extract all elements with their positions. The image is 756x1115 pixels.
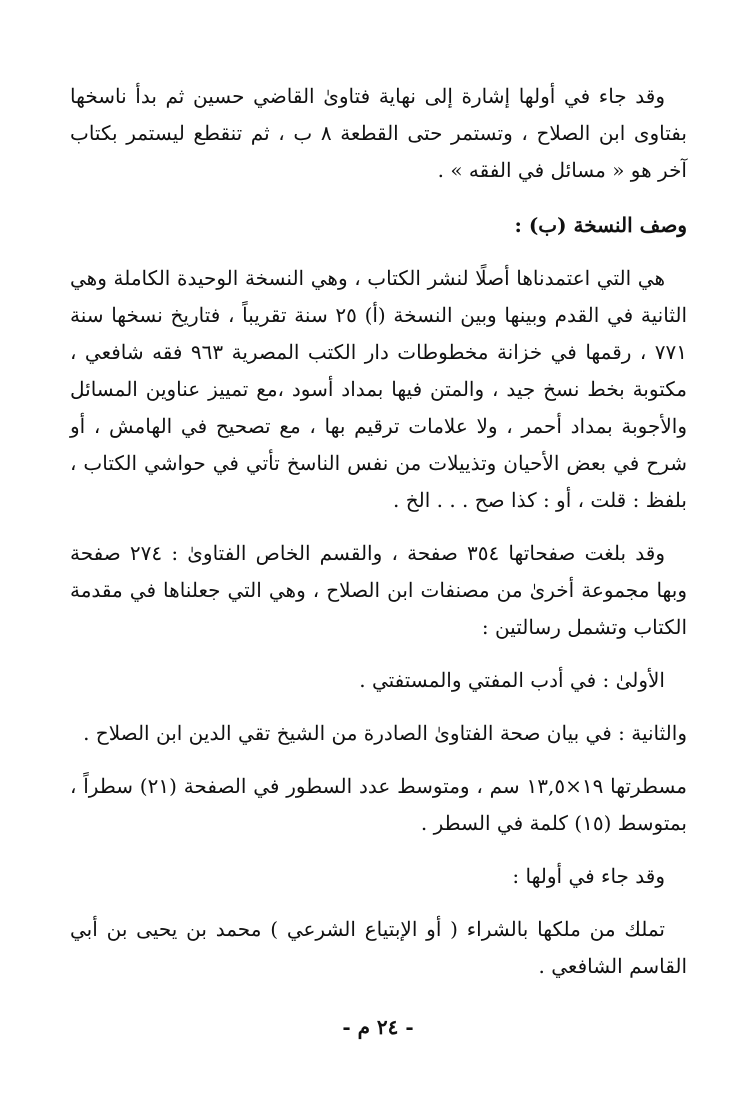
document-page [70, 78, 687, 1001]
paragraph-dimensions: مسطرتها ١٩×١٣,٥ سم ، ومتوسط عدد السطور في الصفحة (٢١) سطراً ، بمتوسط (١٥) كلمة في السطر . [70, 774, 687, 835]
paragraph-page-count: وقد بلغت صفحاتها ٣٥٤ صفحة ، والقسم الخاص الفتاوىٰ : ٢٧٤ صفحة وبها مجموعة أخرىٰ من مصنفات ابن الصلاح ، وهي التي جعلناها في مقدمة الكتاب وتشمل رسالتين : [70, 541, 687, 639]
paragraph-ownership-note: تملك من ملكها بالشراء ( أو الإبتياع الشرعي ) محمد بن يحيى بن أبي القاسم الشافعي . [70, 917, 687, 978]
section-heading-manuscript-b: وصف النسخة (ب) : [514, 213, 687, 237]
paragraph-manuscript-a-ending: وقد جاء في أولها إشارة إلى نهاية فتاوىٰ القاضي حسين ثم بدأ ناسخها بفتاوى ابن الصلاح ، وتستمر حتى القطعة ٨ ب ، ثم تنقطع ليستمر بكتاب آخر هو « مسائل في الفقه » . [70, 84, 687, 182]
page-number: - ٢٤ م - [342, 1015, 414, 1039]
paragraph-manuscript-b-description: هي التي اعتمدناها أصلًا لنشر الكتاب ، وهي النسخة الوحيدة الكاملة وهي الثانية في القدم وبينها وبين النسخة (أ) ٢٥ سنة تقريباً ، فتاريخ نسخها سنة ٧٧١ ، رقمها في خزانة مخطوطات دار الكتب المصرية ٩٦٣ فقه شافعي ، مكتوبة بخط نسخ جيد ، والمتن فيها بمداد أسود ،مع تمييز عناوين المسائل والأجوبة بمداد أحمر ، ولا علامات ترقيم بها ، مع تصحيح في الهامش ، أو شرح في بعض الأحيان وتذييلات من نفس الناسخ تأتي في حواشي الكتاب ، بلفظ : قلت ، أو : كذا صح . . . الخ . [70, 266, 688, 512]
paragraph-beginning-note: وقد جاء في أولها : [512, 864, 665, 888]
paragraph-first-treatise: الأولىٰ : في أدب المفتي والمستفتي . [359, 668, 665, 692]
paragraph-second-treatise: والثانية : في بيان صحة الفتاوىٰ الصادرة من الشيخ تقي الدين ابن الصلاح . [83, 721, 687, 745]
